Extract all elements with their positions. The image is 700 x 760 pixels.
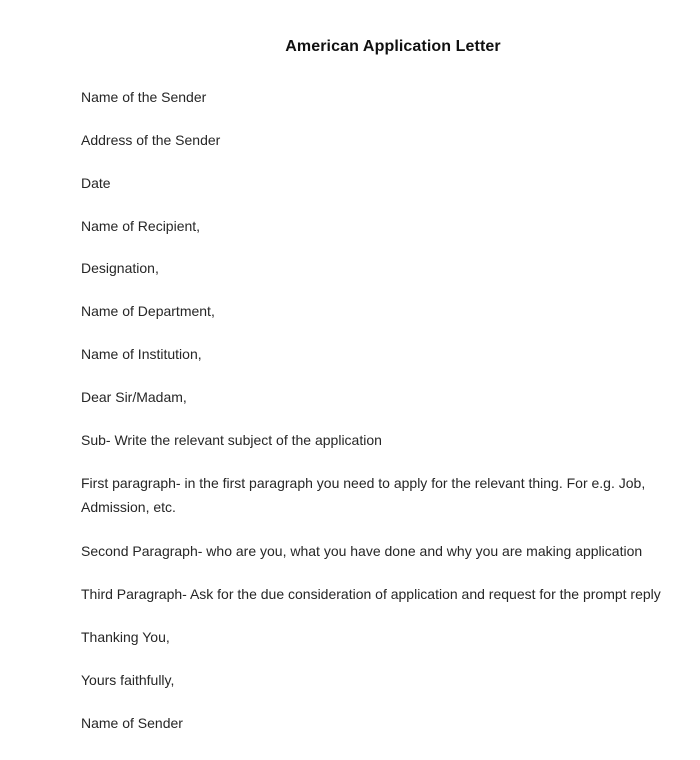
sender-name-line: Name of the Sender xyxy=(81,89,207,105)
second-paragraph: Second Paragraph- who are you, what you have done and why you are making application xyxy=(81,543,643,559)
signature-name-line: Name of Sender xyxy=(81,715,183,731)
sender-address-line: Address of the Sender xyxy=(81,132,221,148)
subject-line: Sub- Write the relevant subject of the application xyxy=(81,432,382,448)
recipient-name-line: Name of Recipient, xyxy=(81,218,201,234)
first-paragraph: First paragraph- in the first paragraph you need to apply for the relevant thing. For e.g. Job, Admission, etc. xyxy=(81,475,646,515)
valediction-line: Yours faithfully, xyxy=(81,672,175,688)
date-line: Date xyxy=(81,175,111,191)
third-paragraph: Third Paragraph- Ask for the due consideration of application and request for the prompt reply xyxy=(81,586,661,602)
closing-thanks-line: Thanking You, xyxy=(81,629,170,645)
document-title: American Application Letter xyxy=(285,38,501,55)
institution-line: Name of Institution, xyxy=(81,346,202,362)
designation-line: Designation, xyxy=(81,260,159,276)
salutation-line: Dear Sir/Madam, xyxy=(81,389,187,405)
department-line: Name of Department, xyxy=(81,303,215,319)
